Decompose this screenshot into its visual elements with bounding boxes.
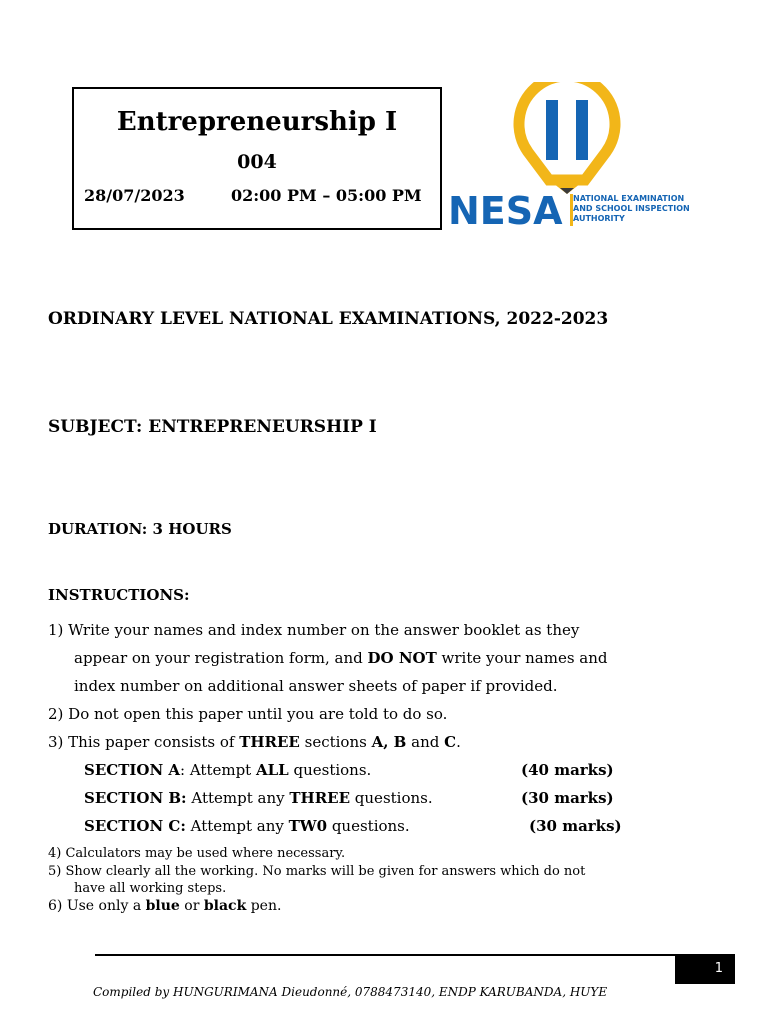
logo-caption-line: AND SCHOOL INSPECTION <box>573 204 690 213</box>
emphasis: C <box>444 733 457 751</box>
svg-text:NESA: NESA <box>448 189 563 232</box>
text-run: 6) Use only a <box>48 898 146 914</box>
emphasis: THREE <box>289 789 351 807</box>
text-run: Attempt any <box>185 817 289 835</box>
footer-credit: Compiled by HUNGURIMANA Dieudonné, 0788473140, ENDP KARUBANDA, HUYE <box>93 985 608 999</box>
emphasis: THREE <box>239 733 300 751</box>
text-run: or <box>179 898 204 914</box>
text-run: sections <box>299 733 372 751</box>
footer-divider <box>95 954 675 956</box>
nesa-logo <box>448 82 710 232</box>
instructions-heading: INSTRUCTIONS: <box>48 586 190 604</box>
text-run: questions. <box>288 761 372 779</box>
text-run: Attempt any <box>186 789 290 807</box>
page-number: 1 <box>675 954 735 984</box>
instruction-5-line-2: have all working steps. <box>74 881 227 896</box>
emphasis-do-not: DO NOT <box>367 649 437 667</box>
section-a-marks <box>521 761 614 779</box>
marks: (30 marks) <box>521 789 614 807</box>
text-run: . <box>456 733 461 751</box>
instruction-1-line-1: 1) Write your names and index number on the answer booklet as they <box>48 621 580 639</box>
exam-date: 28/07/2023 <box>84 186 185 205</box>
emphasis: blue <box>145 898 180 914</box>
text-run: appear on your registration form, and <box>74 649 368 667</box>
section-a-line <box>84 761 371 779</box>
exam-time: 02:00 PM – 05:00 PM <box>231 186 422 205</box>
section-c-label: SECTION C: <box>84 817 186 835</box>
section-b-marks <box>521 789 614 807</box>
section-c-line <box>84 817 410 835</box>
instruction-5-line-1: 5) Show clearly all the working. No marks will be given for answers which do not <box>48 864 586 879</box>
section-a-label: SECTION A <box>84 761 181 779</box>
marks: (40 marks) <box>521 761 614 779</box>
text-run: : Attempt <box>180 761 256 779</box>
exam-title: Entrepreneurship I <box>116 107 398 137</box>
logo-caption-line: NATIONAL EXAMINATION <box>573 194 685 203</box>
instruction-4: 4) Calculators may be used where necessary. <box>48 846 346 861</box>
emphasis: A, B <box>371 733 407 751</box>
subject-heading: SUBJECT: ENTREPRENEURSHIP I <box>48 417 377 437</box>
section-c-marks <box>529 817 622 835</box>
instruction-1-line-3: index number on additional answer sheets of paper if provided. <box>74 677 558 695</box>
nesa-logo-caption <box>573 194 713 224</box>
duration-heading: DURATION: 3 HOURS <box>48 520 232 538</box>
instruction-1-line-2 <box>74 649 608 667</box>
exam-title-box <box>72 87 442 230</box>
text-run: write your names and <box>436 649 608 667</box>
text-run: and <box>406 733 445 751</box>
text-run: questions. <box>327 817 410 835</box>
text-run: 3) This paper consists of <box>48 733 240 751</box>
section-b-line <box>84 789 433 807</box>
instruction-3 <box>48 733 461 751</box>
exam-code: 004 <box>237 151 277 173</box>
instruction-2: 2) Do not open this paper until you are told to do so. <box>48 705 448 723</box>
marks: (30 marks) <box>529 817 622 835</box>
instruction-6 <box>48 898 281 914</box>
text-run: pen. <box>246 898 282 914</box>
exam-level-heading: ORDINARY LEVEL NATIONAL EXAMINATIONS, 2022-2023 <box>48 309 609 329</box>
section-b-label: SECTION B: <box>84 789 187 807</box>
text-run: questions. <box>350 789 433 807</box>
logo-caption-line: AUTHORITY <box>573 214 625 223</box>
emphasis: black <box>203 898 247 914</box>
emphasis: TW0 <box>288 817 328 835</box>
emphasis: ALL <box>255 761 289 779</box>
